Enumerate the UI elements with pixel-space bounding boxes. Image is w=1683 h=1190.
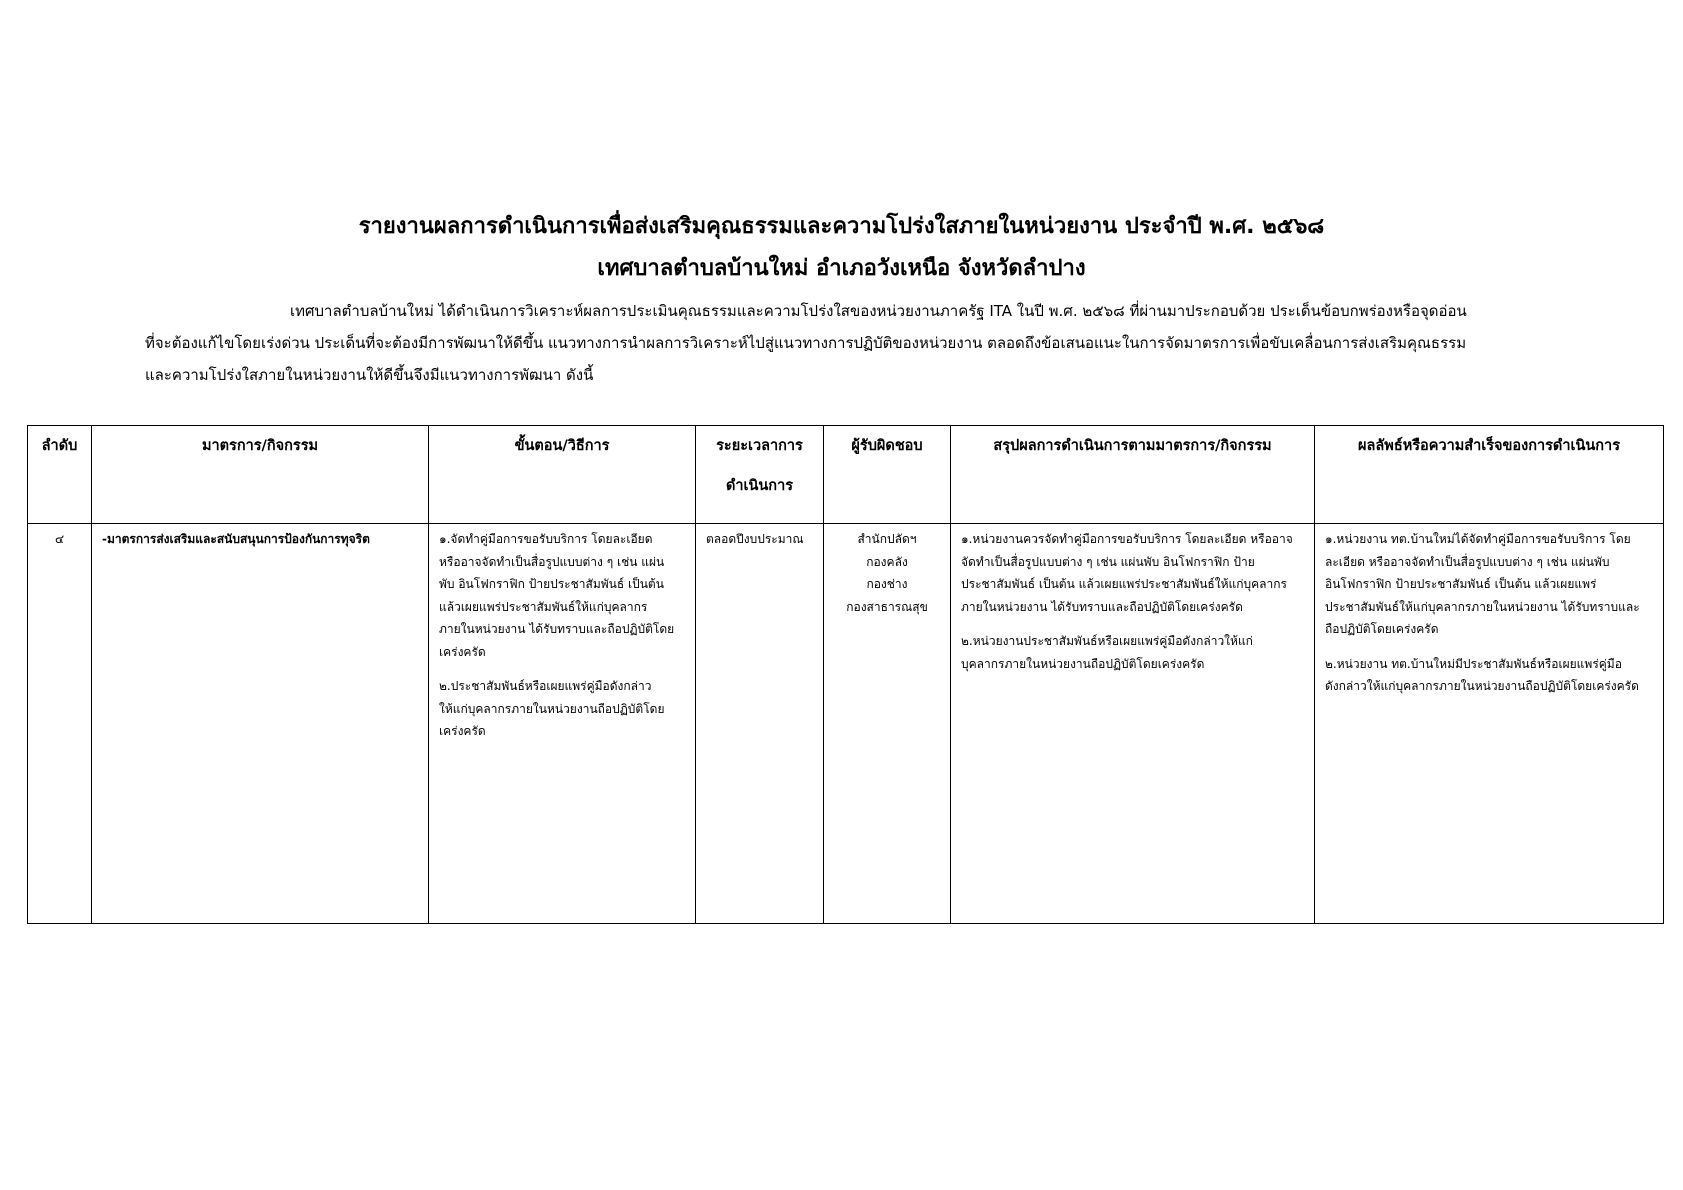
cell-responsible — [824, 524, 951, 924]
steps-paragraph-1 — [439, 528, 685, 663]
responsible-unit: กองช่าง — [866, 577, 908, 591]
intro-line-3: และความโปร่งใสภายในหน่วยงานให้ดีขึ้นจึงมีแนวทางการพัฒนา ดังนี้ — [145, 366, 594, 384]
header-responsible: ผู้รับผิดชอบ — [824, 426, 951, 524]
result-paragraph-1 — [1325, 528, 1653, 641]
text-line: ภายในหน่วยงาน ได้รับทราบและถือปฏิบัติโดยเคร่งครัด — [961, 599, 1243, 614]
text-line: เคร่งครัด — [439, 724, 486, 738]
intro-line-2: ที่จะต้องแก้ไขโดยเร่งด่วน ประเด็นที่จะต้องมีการพัฒนาให้ดีขึ้น แนวทางการนำผลการวิเคราะห์ไปสู่แนวทางการปฏิบัติของหน่วยงาน ตลอดถึงข้อเสนอแนะในการจัดมาตรการเพื่อขับเคลื่อนการส่งเสริมคุณธรรม — [145, 334, 1467, 352]
text-line: ถือปฏิบัติโดยเคร่งครัด — [1325, 622, 1439, 636]
organization-title: เทศบาลตำบลบ้านใหม่ อำเภอวังเหนือ จังหวัดลำปาง — [597, 256, 1086, 281]
cell-measure: -มาตรการส่งเสริมและสนับสนุนการป้องกันการทุจริต — [92, 524, 429, 924]
text-line: ๒.หน่วยงาน ทต.บ้านใหม่มีประชาสัมพันธ์หรือเผยแพร่คู่มือ — [1325, 656, 1622, 671]
cell-result — [1315, 524, 1664, 924]
report-title: รายงานผลการดำเนินการเพื่อส่งเสริมคุณธรรมและความโปร่งใสภายในหน่วยงาน ประจำปี พ.ศ. ๒๕๖๘ — [358, 214, 1325, 239]
intro-line-1: เทศบาลตำบลบ้านใหม่ ได้ดำเนินการวิเคราะห์ผลการประเมินคุณธรรมและความโปร่งใสของหน่วยงานภาครัฐ ITA ในปี พ.ศ. ๒๕๖๘ ที่ผ่านมาประกอบด้วย ประเด็นข้อบกพร่องหรือจุดอ่อน — [290, 302, 1467, 320]
header-no: ลำดับ — [28, 426, 92, 524]
steps-paragraph-2 — [439, 675, 685, 743]
text-line: ๒.ประชาสัมพันธ์หรือเผยแพร่คู่มือดังกล่าว — [439, 679, 652, 693]
cell-no: ๔ — [28, 524, 92, 924]
cell-period: ตลอดปีงบประมาณ — [696, 524, 824, 924]
text-line: อินโฟกราฟิก ป้ายประชาสัมพันธ์ เป็นต้น แล้วเผยแพร่ — [1325, 577, 1597, 591]
text-line: ดังกล่าวให้แก่บุคลากรภายในหน่วยงานถือปฏิบัติโดยเคร่งครัด — [1325, 679, 1639, 693]
text-line: ให้แก่บุคลากรภายในหน่วยงานถือปฏิบัติโดย — [439, 701, 665, 716]
header-period-line1: ระยะเวลาการ — [716, 438, 803, 454]
text-line: แล้วเผยแพร่ประชาสัมพันธ์ให้แก่บุคลากร — [439, 599, 648, 614]
responsible-unit: สำนักปลัดฯ — [857, 532, 917, 546]
header-steps: ขั้นตอน/วิธีการ — [429, 426, 696, 524]
table-header-row — [28, 426, 1664, 524]
text-line: ประชาสัมพันธ์ให้แก่บุคลากรภายในหน่วยงาน ได้รับทราบและ — [1325, 599, 1640, 614]
text-line: ๑.จัดทำคู่มือการขอรับบริการ โดยละเอียด — [439, 532, 653, 546]
header-summary: สรุปผลการดำเนินการตามมาตรการ/กิจกรรม — [951, 426, 1315, 524]
table-row — [28, 524, 1664, 924]
text-line: เคร่งครัด — [439, 644, 486, 659]
result-paragraph-2 — [1325, 653, 1653, 698]
header-result: ผลลัพธ์หรือความสำเร็จของการดำเนินการ — [1315, 426, 1664, 524]
report-table — [27, 425, 1664, 924]
header-measure: มาตรการ/กิจกรรม — [92, 426, 429, 524]
header-period-line2: ดำเนินการ — [725, 478, 794, 494]
text-line: หรืออาจจัดทำเป็นสื่อรูปแบบต่าง ๆ เช่น แผ่น — [439, 554, 665, 569]
responsible-unit: กองสาธารณสุข — [846, 599, 928, 614]
text-line: ประชาสัมพันธ์ เป็นต้น แล้วเผยแพร่ประชาสัมพันธ์ให้แก่บุคลากร — [961, 577, 1287, 591]
text-line: บุคลากรภายในหน่วยงานถือปฏิบัติโดยเคร่งครัด — [961, 656, 1205, 671]
responsible-unit: กองคลัง — [866, 554, 908, 569]
summary-paragraph-2 — [961, 630, 1304, 675]
text-line: จัดทำเป็นสื่อรูปแบบต่าง ๆ เช่น แผ่นพับ อินโฟกราฟิก ป้าย — [961, 554, 1255, 569]
header-period — [696, 426, 824, 524]
cell-summary — [951, 524, 1315, 924]
text-line: ๒.หน่วยงานประชาสัมพันธ์หรือเผยแพร่คู่มือดังกล่าวให้แก่ — [961, 634, 1253, 648]
text-line: ๑.หน่วยงาน ทต.บ้านใหม่ได้จัดทำคู่มือการขอรับบริการ โดย — [1325, 532, 1631, 546]
text-line: พับ อินโฟกราฟิก ป้ายประชาสัมพันธ์ เป็นต้น — [439, 577, 664, 591]
text-line: ภายในหน่วยงาน ได้รับทราบและถือปฏิบัติโดย — [439, 622, 675, 636]
text-line: ละเอียด หรืออาจจัดทำเป็นสื่อรูปแบบต่าง ๆ เช่น แผ่นพับ — [1325, 554, 1610, 569]
cell-steps — [429, 524, 696, 924]
summary-paragraph-1 — [961, 528, 1304, 618]
text-line: ๑.หน่วยงานควรจัดทำคู่มือการขอรับบริการ โดยละเอียด หรืออาจ — [961, 532, 1293, 546]
